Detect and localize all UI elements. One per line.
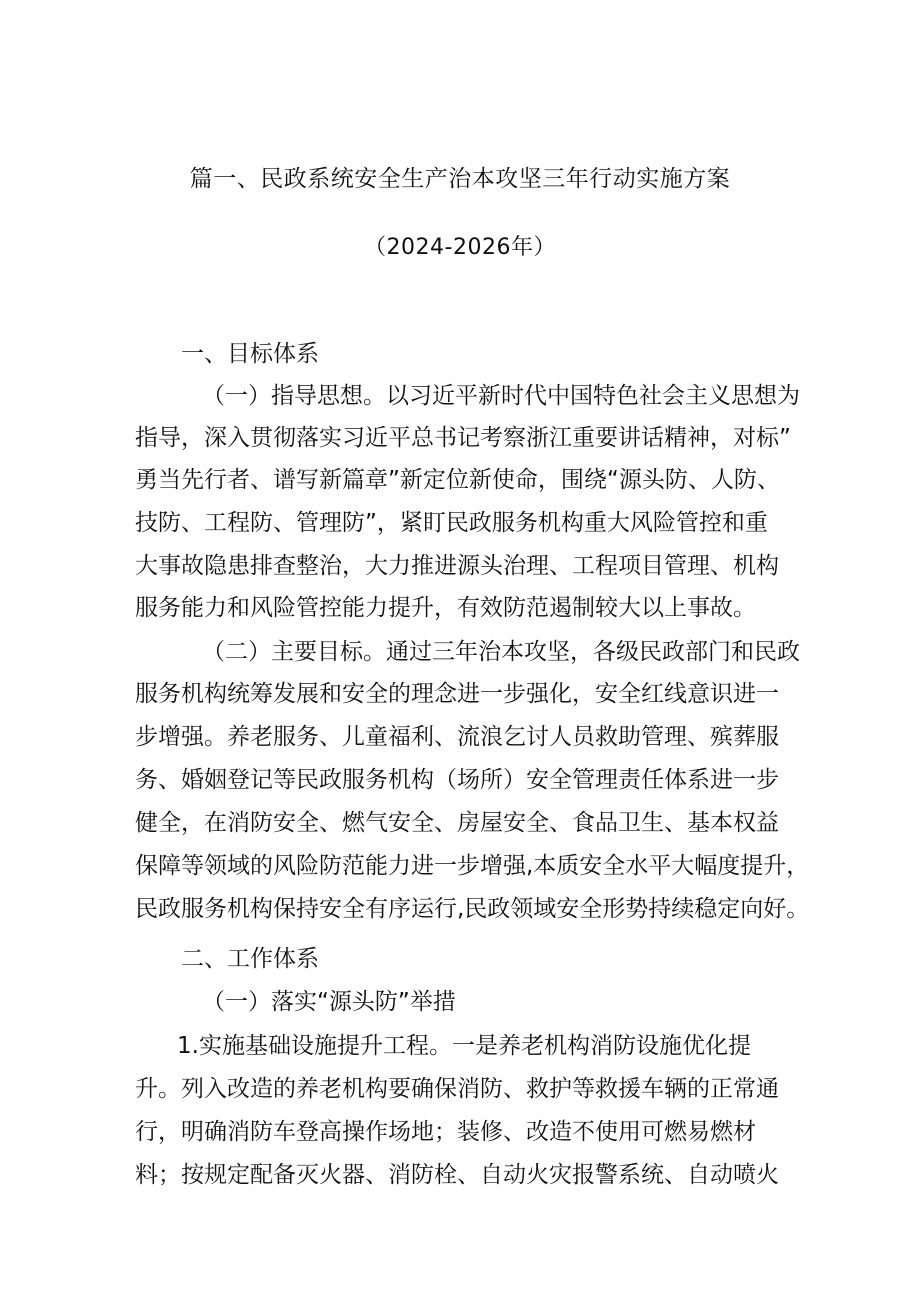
document-title: 篇一、民政系统安全生产治本攻坚三年行动实施方案 [189,166,731,192]
paragraph-line: 保障等领域的风险防范能力进一步增强,本质安全水平大幅度提升， [135,853,810,879]
paragraph-line: 务、婚姻登记等民政服务机构（场所）安全管理责任体系进一步 [135,767,779,793]
paragraph-line: 大事故隐患排查整治，大力推进源头治理、工程项目管理、机构 [135,553,779,579]
paragraph-line: 升。列入改造的养老机构要确保消防、救护等救援车辆的正常通 [135,1076,779,1102]
section-heading-goal-system: 一、目标体系 [181,341,319,367]
subsection-heading: （一）落实“源头防”举措 [202,989,456,1015]
paragraph-line: 技防、工程防、管理防”，紧盯民政服务机构重大风险管控和重 [135,510,768,536]
paragraph-line: 1.实施基础设施提升工程。一是养老机构消防设施优化提 [177,1033,751,1059]
paragraph-line: 指导，深入贯彻落实习近平总书记考察浙江重要讲话精神，对标” [135,425,791,451]
paragraph-line: 勇当先行者、谱写新篇章”新定位新使命，围绕“源头防、人防、 [135,467,780,493]
paragraph-line: 服务能力和风险管控能力提升，有效防范遏制较大以上事故。 [135,595,756,621]
paragraph-line: 步增强。养老服务、儿童福利、流浪乞讨人员救助管理、殡葬服 [135,724,779,750]
paragraph-line: 行，明确消防车登高操作场地；装修、改造不使用可燃易燃材 [135,1119,756,1145]
paragraph-line: （一）指导思想。以习近平新时代中国特色社会主义思想为 [202,383,800,409]
paragraph-line: （二）主要目标。通过三年治本攻坚，各级民政部门和民政 [202,639,800,665]
paragraph-line: 民政服务机构保持安全有序运行,民政领域安全形势持续稳定向好。 [135,896,810,922]
document-subtitle: （2024-2026年） [364,235,556,260]
paragraph-line: 料；按规定配备灭火器、消防栓、自动火灾报警系统、自动喷火 [135,1162,779,1188]
paragraph-line: 健全，在消防安全、燃气安全、房屋安全、食品卫生、基本权益 [135,810,779,836]
paragraph-line: 服务机构统筹发展和安全的理念进一步强化，安全红线意识进一 [135,681,779,707]
section-heading-work-system: 二、工作体系 [181,946,319,972]
